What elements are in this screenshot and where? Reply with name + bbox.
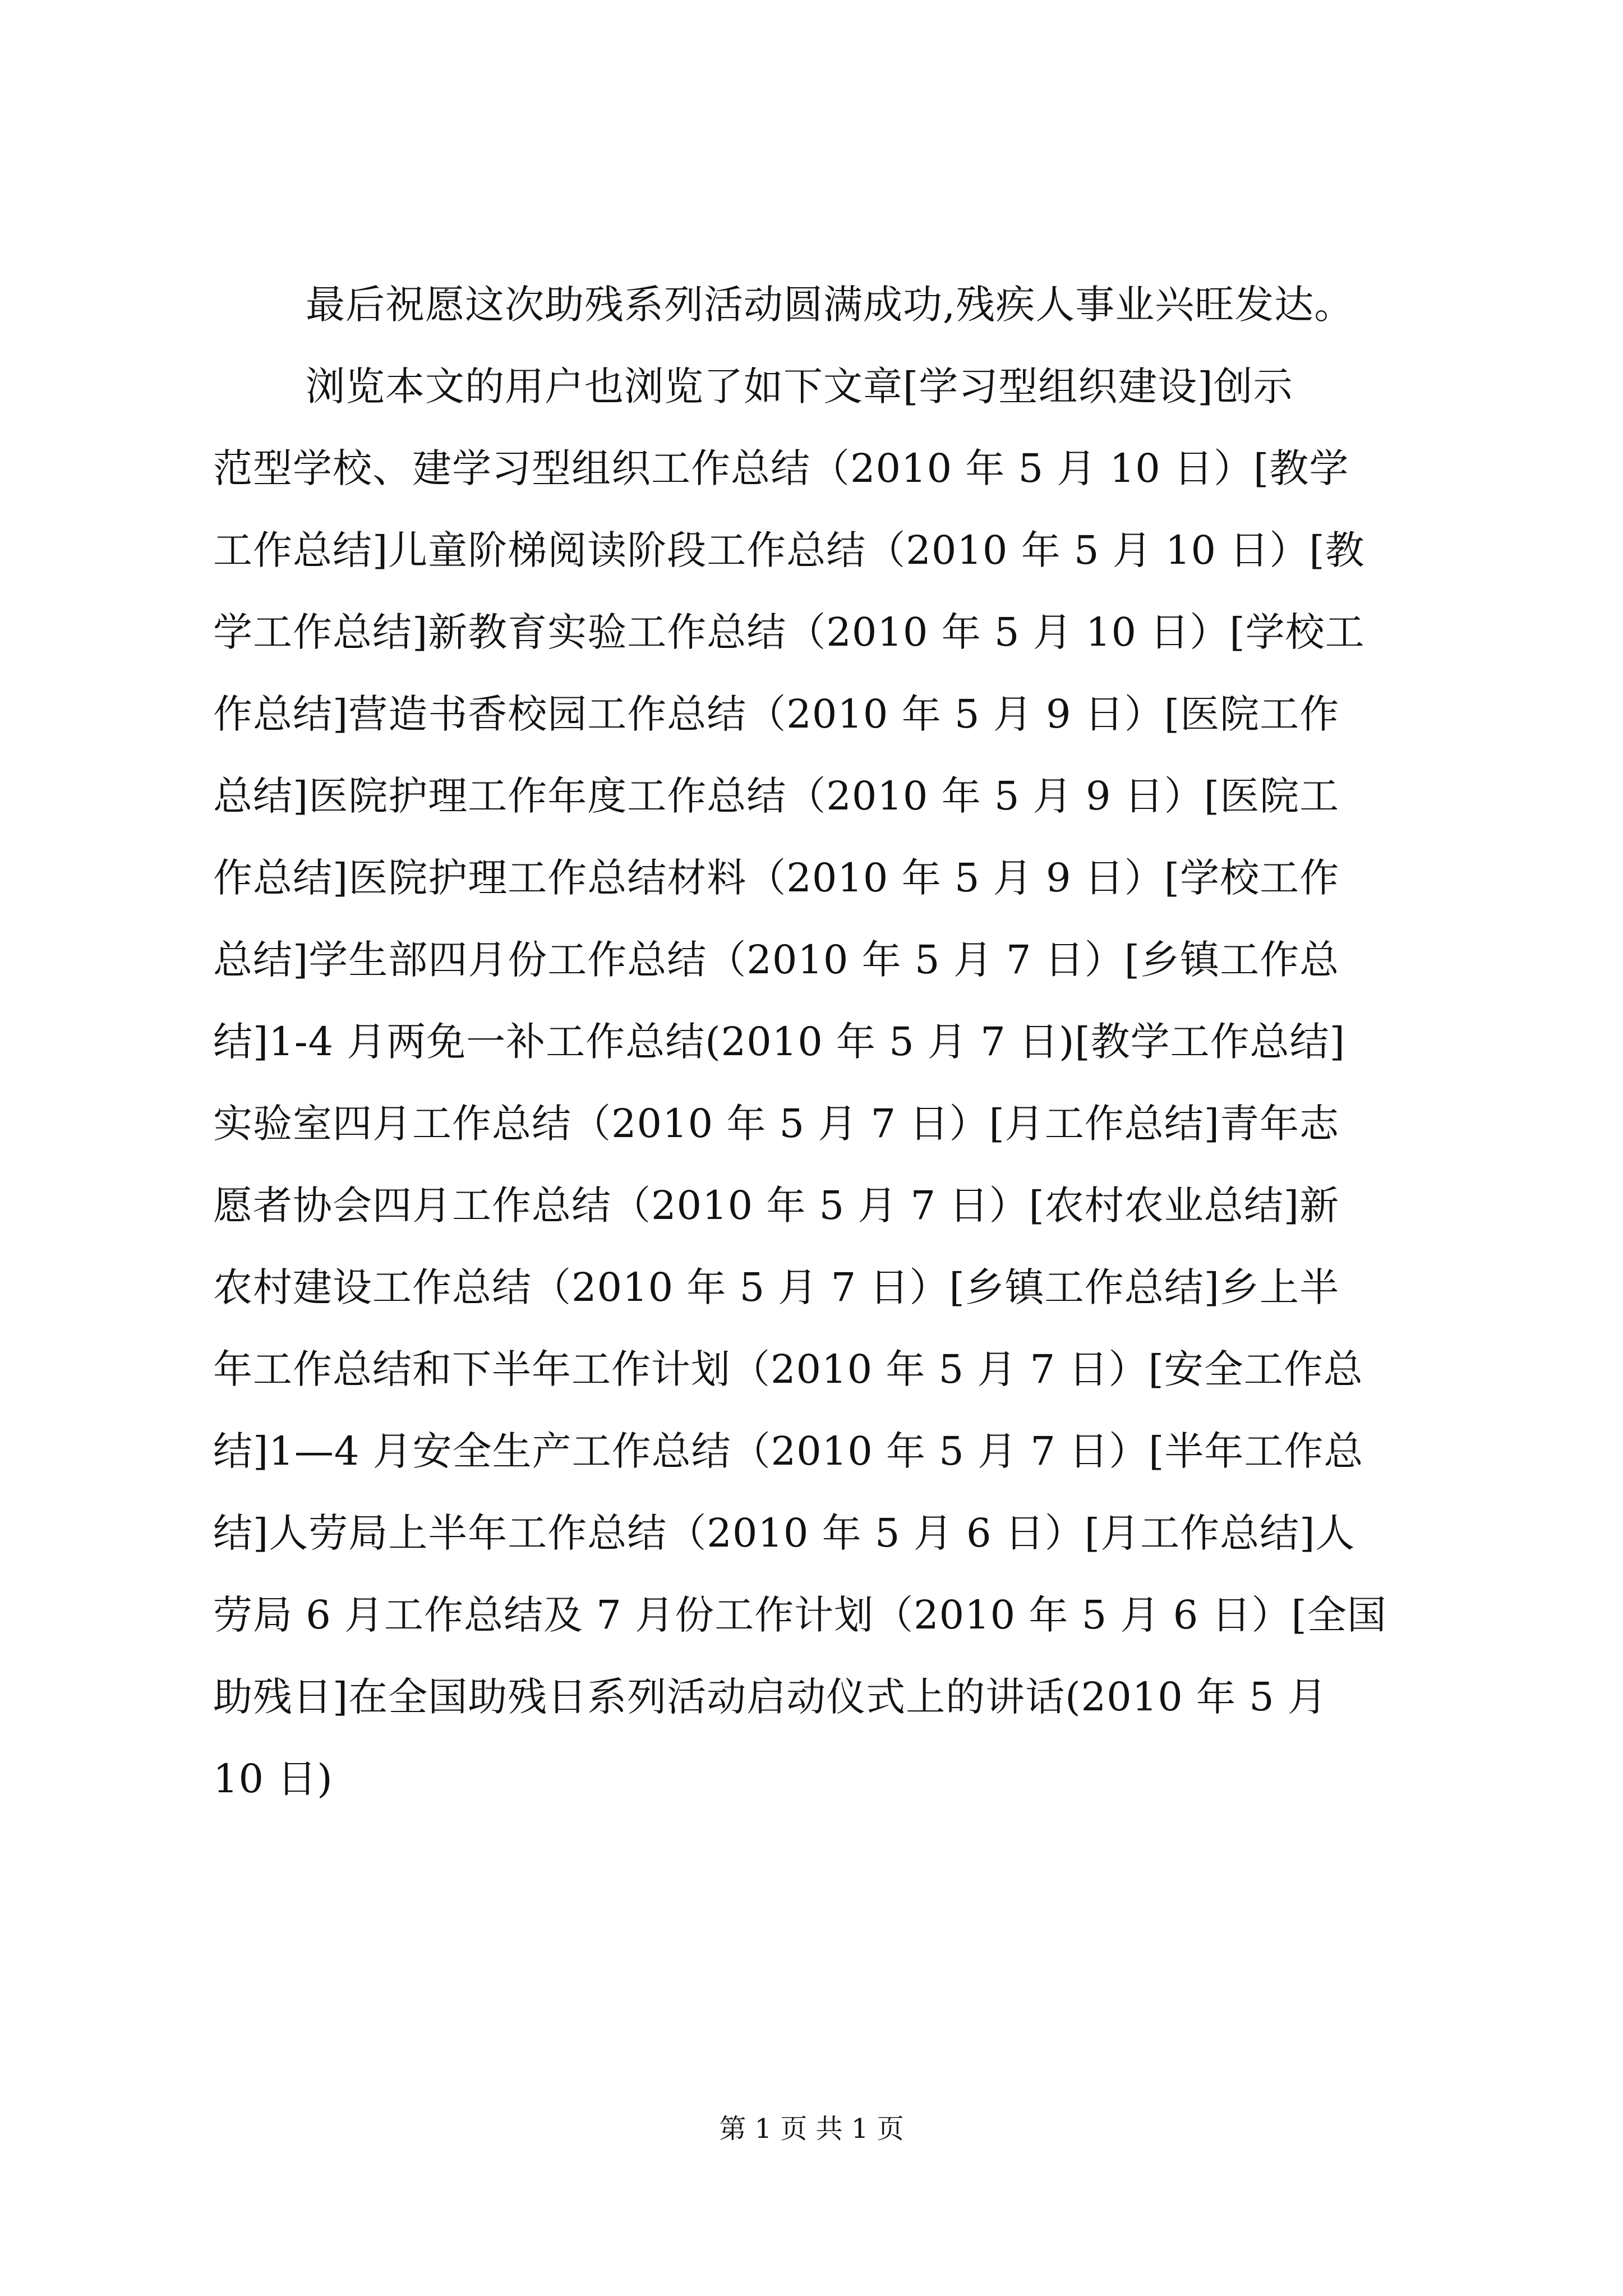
related-articles-line: 结]1-4 月两免一补工作总结(2010 年 5 月 7 日)[教学工作总结]	[213, 1019, 1345, 1065]
related-articles-line: 总结]学生部四月份工作总结（2010 年 5 月 7 日）[乡镇工作总	[213, 937, 1340, 983]
page-footer: 第 1 页 共 1 页	[719, 2113, 904, 2145]
related-articles-line: 作总结]营造书香校园工作总结（2010 年 5 月 9 日）[医院工作	[213, 691, 1340, 737]
related-articles-line: 工作总结]儿童阶梯阅读阶段工作总结（2010 年 5 月 10 日）[教	[213, 527, 1365, 573]
related-articles-line: 10 日)	[213, 1756, 333, 1802]
related-articles-line: 农村建设工作总结（2010 年 5 月 7 日）[乡镇工作总结]乡上半	[213, 1264, 1340, 1310]
related-articles-line: 助残日]在全国助残日系列活动启动仪式上的讲话(2010 年 5 月	[213, 1674, 1328, 1720]
related-articles-line: 年工作总结和下半年工作计划（2010 年 5 月 7 日）[安全工作总	[213, 1346, 1363, 1392]
document-body	[213, 264, 1419, 1820]
related-articles-line: 总结]医院护理工作年度工作总结（2010 年 5 月 9 日）[医院工	[213, 773, 1340, 819]
related-articles-line: 浏览本文的用户也浏览了如下文章[学习型组织建设]创示	[306, 364, 1293, 409]
related-articles-line: 范型学校、建学习型组织工作总结（2010 年 5 月 10 日）[教学	[213, 445, 1349, 491]
related-articles-line: 作总结]医院护理工作总结材料（2010 年 5 月 9 日）[学校工作	[213, 855, 1340, 901]
related-articles-line: 实验室四月工作总结（2010 年 5 月 7 日）[月工作总结]青年志	[213, 1101, 1340, 1147]
related-articles-line: 愿者协会四月工作总结（2010 年 5 月 7 日）[农村农业总结]新	[213, 1182, 1340, 1228]
related-articles-line: 结]人劳局上半年工作总结（2010 年 5 月 6 日）[月工作总结]人	[213, 1510, 1355, 1556]
related-articles-line: 结]1—4 月安全生产工作总结（2010 年 5 月 7 日）[半年工作总	[213, 1428, 1364, 1474]
related-articles-line: 劳局 6 月工作总结及 7 月份工作计划（2010 年 5 月 6 日）[全国	[213, 1592, 1387, 1638]
closing-paragraph: 最后祝愿这次助残系列活动圆满成功,残疾人事业兴旺发达。	[306, 282, 1354, 328]
related-articles-line: 学工作总结]新教育实验工作总结（2010 年 5 月 10 日）[学校工	[213, 609, 1365, 655]
